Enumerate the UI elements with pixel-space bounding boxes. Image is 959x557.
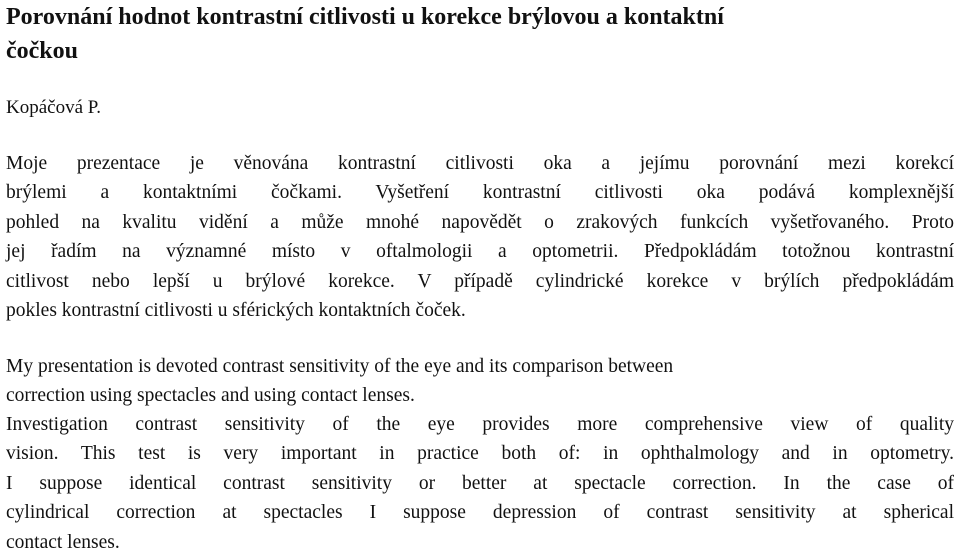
- text-line: citlivost nebo lepší u brýlové korekce. V případě cylindrické korekce v brýlích předpokládám: [6, 270, 954, 292]
- text-line: Investigation contrast sensitivity of the eye provides more comprehensive view of quality: [6, 414, 954, 435]
- text-line: pokles kontrastní citlivosti u sférických kontaktních čoček.: [6, 300, 466, 322]
- abstract-czech: [6, 149, 954, 325]
- title-line: Porovnání hodnot kontrastní citlivosti u korekce brýlovou a kontaktní: [6, 4, 724, 30]
- paper-title: [6, 0, 954, 68]
- document-page: [6, 0, 954, 553]
- abstract-english-body: [6, 410, 954, 557]
- text-line: correction using spectacles and using contact lenses.: [6, 385, 415, 407]
- text-line: I suppose identical contrast sensitivity or better at spectacle correction. In the case of: [6, 472, 954, 494]
- text-line: vision. This test is very important in practice both of: in ophthalmology and in optometry.: [6, 443, 954, 465]
- text-line: Moje prezentace je věnována kontrastní citlivosti oka a jejímu porovnání mezi korekcí: [6, 153, 954, 174]
- text-line: cylindrical correction at spectacles I suppose depression of contrast sensitivity at spherical: [6, 502, 954, 524]
- text-line: contact lenses.: [6, 531, 120, 553]
- text-line: brýlemi a kontaktními čočkami. Vyšetření kontrastní citlivosti oka podává komplexnější: [6, 182, 954, 204]
- abstract-english-intro: [6, 352, 954, 411]
- text-line: jej řadím na významné místo v oftalmologii a optometrii. Předpokládám totožnou kontrastní: [6, 241, 954, 263]
- text-line: pohled na kvalitu vidění a může mnohé napovědět o zrakových funkcích vyšetřovaného. Proto: [6, 211, 954, 233]
- text-line: My presentation is devoted contrast sensitivity of the eye and its comparison between: [6, 356, 674, 377]
- title-line: čočkou: [6, 38, 78, 64]
- author-name: Kopáčová P.: [6, 97, 101, 118]
